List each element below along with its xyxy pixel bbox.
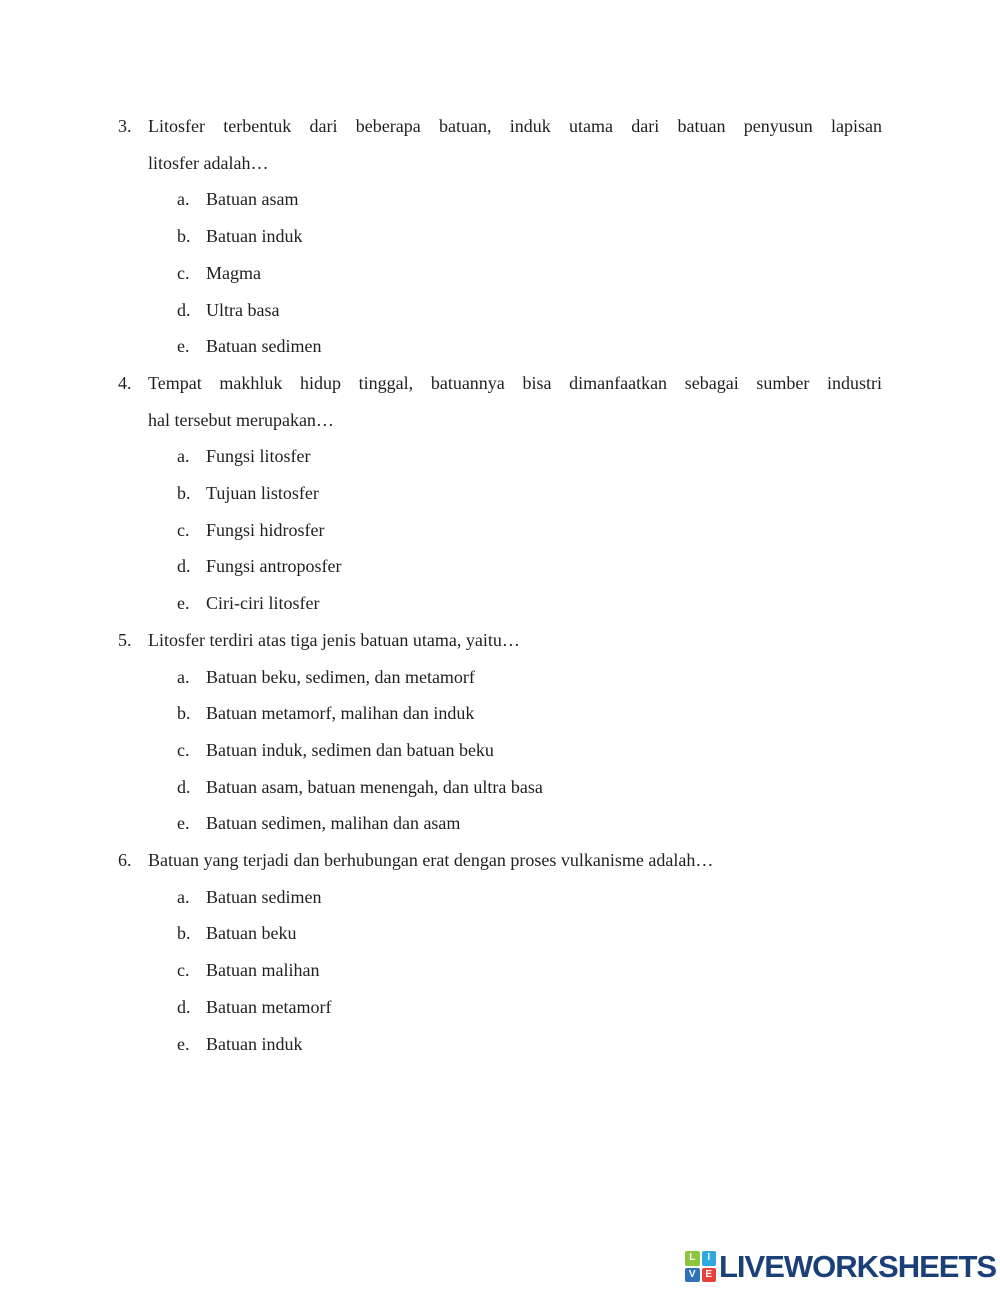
option-d — [118, 769, 882, 806]
option-letter: d. — [177, 556, 191, 577]
option-text: Batuan malihan — [206, 960, 320, 981]
question-number: 4. — [118, 372, 132, 393]
option-e — [118, 585, 882, 622]
liveworksheets-logo-icon — [685, 1251, 716, 1282]
question-3 — [118, 108, 882, 365]
logo-tile-e: E — [702, 1268, 717, 1283]
option-letter: d. — [177, 299, 191, 320]
option-d — [118, 548, 882, 585]
question-text-line: hal tersebut merupakan… — [148, 409, 334, 430]
option-letter: c. — [177, 960, 190, 981]
question-text-line: Litosfer terbentuk dari beberapa batuan, induk utama dari batuan penyusun lapisan — [148, 116, 882, 136]
option-letter: a. — [177, 446, 190, 467]
option-letter: e. — [177, 593, 190, 614]
option-b — [118, 218, 882, 255]
option-a — [118, 659, 882, 696]
option-c — [118, 952, 882, 989]
option-b — [118, 695, 882, 732]
logo-tile-l: L — [685, 1251, 700, 1266]
question-text-line: Batuan yang terjadi dan berhubungan erat dengan proses vulkanisme adalah… — [148, 850, 714, 871]
option-letter: a. — [177, 666, 190, 687]
question-list — [118, 108, 882, 1062]
option-c — [118, 512, 882, 549]
option-a — [118, 438, 882, 475]
option-letter: b. — [177, 703, 191, 724]
question-text-line: Tempat makhluk hidup tinggal, batuannya bisa dimanfaatkan sebagai sumber industri — [148, 372, 882, 393]
option-text: Batuan beku — [206, 923, 297, 944]
option-letter: c. — [177, 739, 190, 760]
option-text: Ciri-ciri litosfer — [206, 593, 320, 614]
question-4-row — [118, 365, 882, 438]
question-5-row — [118, 622, 882, 659]
question-text — [148, 108, 882, 181]
option-letter: a. — [177, 886, 190, 907]
option-letter: e. — [177, 336, 190, 357]
option-d — [118, 292, 882, 329]
question-text — [148, 365, 882, 438]
question-4 — [118, 365, 882, 622]
option-letter: e. — [177, 1033, 190, 1054]
question-6 — [118, 842, 882, 1062]
option-text: Tujuan listosfer — [206, 483, 319, 504]
option-text: Batuan induk — [206, 1033, 303, 1054]
question-text — [148, 842, 882, 879]
liveworksheets-logo[interactable] — [685, 1251, 996, 1282]
option-a — [118, 879, 882, 916]
option-text: Fungsi antroposfer — [206, 556, 342, 577]
option-b — [118, 475, 882, 512]
option-letter: c. — [177, 519, 190, 540]
option-a — [118, 181, 882, 218]
option-letter: c. — [177, 262, 190, 283]
question-number: 6. — [118, 850, 132, 871]
option-text: Batuan metamorf, malihan dan induk — [206, 703, 475, 724]
question-3-row — [118, 108, 882, 181]
option-letter: e. — [177, 813, 190, 834]
option-letter: b. — [177, 226, 191, 247]
logo-tile-i: I — [702, 1251, 717, 1266]
option-letter: b. — [177, 923, 191, 944]
option-text: Batuan induk, sedimen dan batuan beku — [206, 739, 494, 760]
option-text: Batuan sedimen — [206, 886, 322, 907]
option-e — [118, 1026, 882, 1063]
option-e — [118, 805, 882, 842]
question-5 — [118, 622, 882, 842]
question-number: 5. — [118, 629, 132, 650]
option-letter: a. — [177, 189, 190, 210]
option-text: Batuan asam — [206, 189, 299, 210]
option-letter: d. — [177, 996, 191, 1017]
option-text: Batuan induk — [206, 226, 303, 247]
option-text: Fungsi hidrosfer — [206, 519, 325, 540]
option-text: Batuan sedimen, malihan dan asam — [206, 813, 461, 834]
option-d — [118, 989, 882, 1026]
option-text: Ultra basa — [206, 299, 280, 320]
option-text: Batuan metamorf — [206, 996, 332, 1017]
option-text: Fungsi litosfer — [206, 446, 311, 467]
question-text-line: Litosfer terdiri atas tiga jenis batuan utama, yaitu… — [148, 629, 520, 650]
liveworksheets-wordmark: LIVEWORKSHEETS — [719, 1249, 997, 1284]
question-6-row — [118, 842, 882, 879]
question-number: 3. — [118, 116, 132, 136]
option-e — [118, 328, 882, 365]
option-text: Batuan sedimen — [206, 336, 322, 357]
logo-tile-v: V — [685, 1268, 700, 1283]
option-c — [118, 255, 882, 292]
question-text-line: litosfer adalah… — [148, 152, 269, 173]
option-letter: b. — [177, 483, 191, 504]
option-b — [118, 915, 882, 952]
option-text: Magma — [206, 262, 261, 283]
option-c — [118, 732, 882, 769]
question-text — [148, 622, 882, 659]
option-text: Batuan beku, sedimen, dan metamorf — [206, 666, 475, 687]
option-letter: d. — [177, 776, 191, 797]
option-text: Batuan asam, batuan menengah, dan ultra basa — [206, 776, 543, 797]
